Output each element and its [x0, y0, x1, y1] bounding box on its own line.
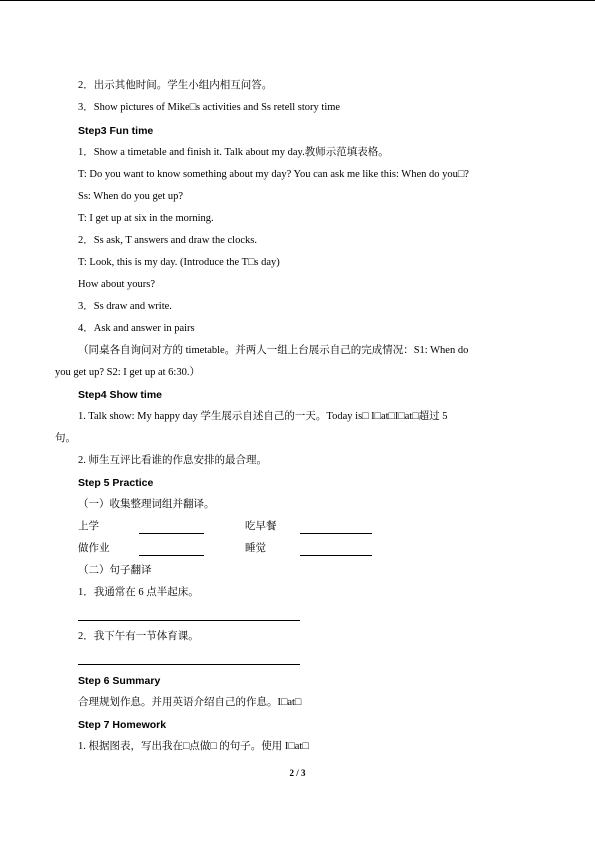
phrase-label: 睡觉 — [245, 543, 266, 554]
answer-line[interactable] — [78, 620, 300, 621]
text-line: 1. 根据图表，写出我在□点做□ 的句子。使用 I□at□ — [78, 741, 309, 752]
text-line: Ss: When do you get up? — [78, 191, 184, 202]
text-line: T: Do you want to know something about my day? You can ask me like this: When do you□? — [78, 169, 469, 180]
text-line: （同桌各自询问对方的 timetable。并两人一组上台展示自己的完成情况：S1: When do — [78, 345, 469, 356]
text-line: 2. 师生互评比看谁的作息安排的最合理。 — [78, 455, 267, 466]
text-line: T: I get up at six in the morning. — [78, 213, 214, 224]
page-number: 2 / 3 — [289, 768, 306, 778]
text-line: （二）句子翻译 — [78, 565, 152, 576]
text-line: 3．Ss draw and write. — [78, 301, 172, 312]
answer-blank[interactable] — [139, 542, 204, 556]
text-line: 3．Show pictures of Mike□s activities and Ss retell story time — [78, 102, 341, 113]
section-heading: Step 6 Summary — [78, 675, 161, 687]
answer-blank[interactable] — [139, 520, 204, 534]
text-line: 2．Ss ask, T answers and draw the clocks. — [78, 235, 257, 246]
header-rule — [0, 0, 595, 1]
phrase-label: 吃早餐 — [245, 521, 277, 532]
section-heading: Step4 Show time — [78, 389, 163, 401]
answer-blank[interactable] — [300, 542, 372, 556]
section-heading: Step 7 Homework — [78, 719, 167, 731]
text-line: 1．我通常在 6 点半起床。 — [78, 587, 199, 598]
text-line: T: Look, this is my day. (Introduce the T□s day) — [78, 257, 280, 268]
text-line: 合理规划作息。并用英语介绍自己的作息。I□at□ — [78, 697, 302, 708]
text-line: 4．Ask and answer in pairs — [78, 323, 195, 334]
text-line: 2．出示其他时间。学生小组内相互问答。 — [78, 80, 273, 91]
text-line: 2．我下午有一节体育课。 — [78, 631, 199, 642]
answer-blank[interactable] — [300, 520, 372, 534]
section-heading: Step 5 Practice — [78, 477, 154, 489]
text-line: 句。 — [55, 433, 76, 444]
answer-line[interactable] — [78, 664, 300, 665]
section-heading: Step3 Fun time — [78, 125, 154, 137]
text-line: （一）收集整理词组并翻译。 — [78, 499, 215, 510]
phrase-label: 上学 — [78, 521, 99, 532]
text-line: you get up? S2: I get up at 6:30.） — [55, 367, 200, 378]
phrase-label: 做作业 — [78, 543, 110, 554]
text-line: 1. Talk show: My happy day 学生展示自述自己的一天。Today is□ I□at□I□at□超过 5 — [78, 411, 448, 422]
text-line: How about yours? — [78, 279, 155, 290]
text-line: 1．Show a timetable and finish it. Talk about my day.教师示范填表格。 — [78, 147, 389, 158]
